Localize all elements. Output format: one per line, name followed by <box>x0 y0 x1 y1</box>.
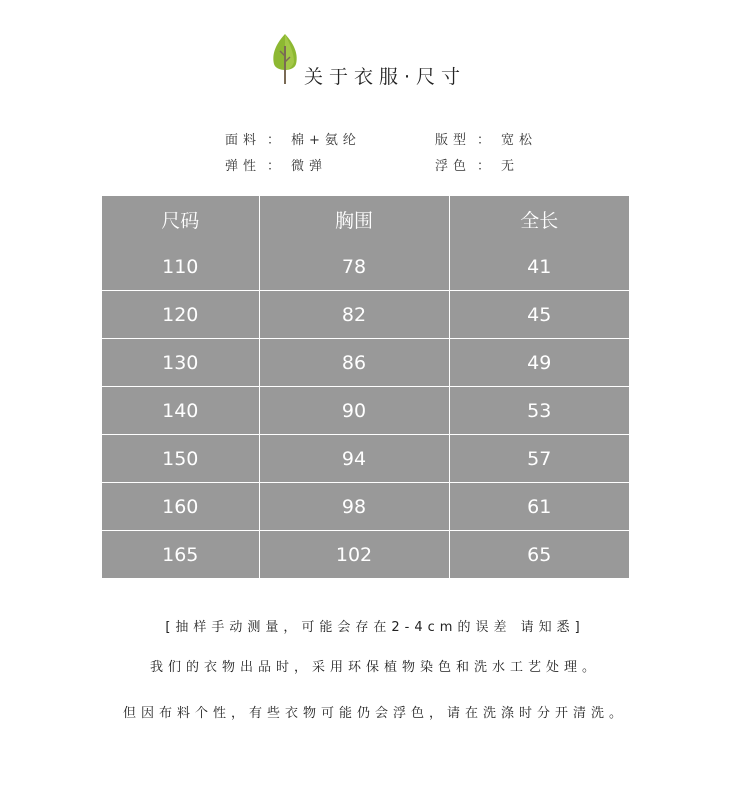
cell-size: 140 <box>102 387 259 435</box>
separator: ： <box>267 133 286 148</box>
fading-spec <box>435 155 519 174</box>
cell-size: 160 <box>102 483 259 531</box>
table-row <box>102 339 629 387</box>
cell-chest: 102 <box>259 531 449 579</box>
size-table <box>102 196 629 578</box>
fading-label: 浮色 <box>435 159 472 174</box>
separator: ： <box>477 133 496 148</box>
header-length: 全长 <box>449 196 629 243</box>
fabric-value: 棉+氨纶 <box>291 133 361 148</box>
elastic-label: 弹性 <box>225 159 262 174</box>
cell-chest: 98 <box>259 483 449 531</box>
elastic-value: 微弹 <box>291 159 328 174</box>
measure-note: [抽样手动测量，可能会存在2-4cm的误差 请知悉] <box>165 620 585 635</box>
table-row <box>102 483 629 531</box>
cell-length: 41 <box>449 243 629 291</box>
header <box>0 30 750 90</box>
table-row <box>102 435 629 483</box>
page-title: 关于衣服·尺寸 <box>304 66 467 88</box>
dye-note: 我们的衣物出品时，采用环保植物染色和洗水工艺处理。 <box>149 660 600 675</box>
separator: ： <box>477 159 496 174</box>
header-size: 尺码 <box>102 196 259 243</box>
cell-length: 49 <box>449 339 629 387</box>
fit-value: 宽松 <box>501 133 538 148</box>
cell-chest: 78 <box>259 243 449 291</box>
cell-size: 110 <box>102 243 259 291</box>
cell-chest: 82 <box>259 291 449 339</box>
cell-length: 61 <box>449 483 629 531</box>
fabric-spec <box>225 129 361 148</box>
fit-spec <box>435 129 537 148</box>
table-header-row <box>102 196 629 243</box>
wash-note: 但因布料个性，有些衣物可能仍会浮色，请在洗涤时分开清洗。 <box>122 706 627 721</box>
cell-length: 57 <box>449 435 629 483</box>
elastic-spec <box>225 155 327 174</box>
separator: ： <box>267 159 286 174</box>
fabric-label: 面料 <box>225 133 262 148</box>
cell-length: 45 <box>449 291 629 339</box>
cell-size: 120 <box>102 291 259 339</box>
table-row <box>102 531 629 579</box>
cell-size: 165 <box>102 531 259 579</box>
header-chest: 胸围 <box>259 196 449 243</box>
cell-length: 65 <box>449 531 629 579</box>
table-row <box>102 387 629 435</box>
table-row <box>102 291 629 339</box>
fading-value: 无 <box>501 159 520 174</box>
cell-chest: 86 <box>259 339 449 387</box>
cell-size: 150 <box>102 435 259 483</box>
fit-label: 版型 <box>435 133 472 148</box>
tree-icon <box>270 32 300 86</box>
cell-chest: 94 <box>259 435 449 483</box>
table-row <box>102 243 629 291</box>
cell-length: 53 <box>449 387 629 435</box>
cell-size: 130 <box>102 339 259 387</box>
cell-chest: 90 <box>259 387 449 435</box>
